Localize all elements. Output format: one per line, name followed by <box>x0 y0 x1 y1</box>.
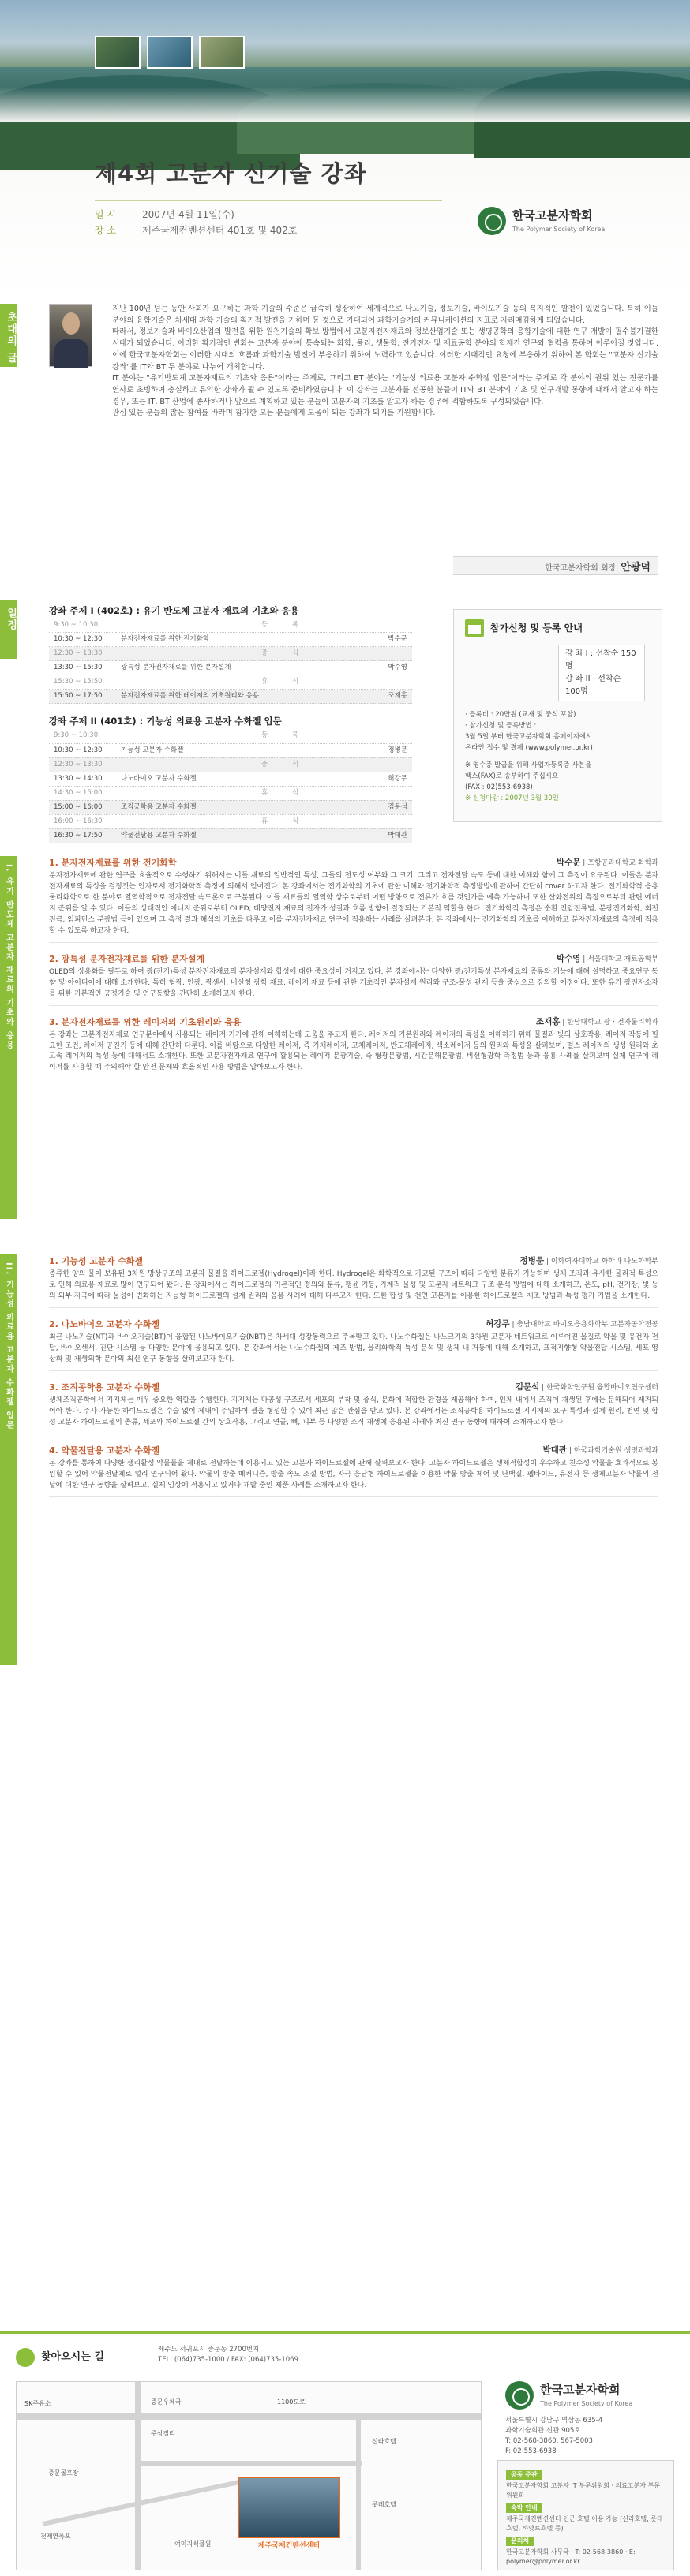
schedule-row <box>49 661 412 675</box>
session-speaker: 박태관 <box>542 1445 568 1455</box>
registration-link[interactable]: 온라인 접수 및 결제 (www.polymer.or.kr) <box>465 744 593 752</box>
schedule-topic: 광특성 분자전자재료를 위한 분자설계 <box>116 661 365 675</box>
track1-detail-section <box>0 856 690 1227</box>
venue-photo <box>238 2477 340 2538</box>
venue-address <box>158 2345 298 2365</box>
session-speaker: 박수영 <box>556 953 581 963</box>
registration-note: 팩스(FAX)로 송부하여 주십시오 <box>465 772 559 780</box>
map-poi: 1100도로 <box>277 2398 306 2406</box>
schedule-time: 9:30 ~ 10:30 <box>49 619 116 633</box>
capacity-box <box>558 645 645 701</box>
track2-detail-tab <box>0 1254 17 1665</box>
schedule-row <box>49 800 412 814</box>
session-abstract: 분자전자재료에 관한 연구를 효율적으로 수행하기 위해서는 이들 재료의 일반적인 특성, 그들의 전도성 여부와 그 크기, 그리고 전자전달 속도 등에 대한 이해와 함께 그 측정이 요구된다. 이들은 분자전자재료의 특성을 결정짓는 인자로서 전기화학적 측정에 의해서 얻어진다. 본 강좌에서는 전기화학의 기초에 관한 이해와 전기화학적 측정방법에 관하여 간단히 cover 하고자 한다. 전기화학적 응용 물리화학으로 한 분야로 열역학적으로 전자전달 속도론으로 구분된다. 이들 재료들의 열역학 상수로부터 어떤 방향으로 전류가 흐를 것인가를 예측 가능하며 또한 산화전위의 측정으로부터 관련 에너지 준위를 알 수 있다. 이들의 상대적인 에너지 준위로부터 OLED, 태양전지 재료의 전자가 성질과 흐름 방향이 결정되는 기본적 역할을 한다. 전기화학적 측정은 순환 전압전류법, 분광전기화학, 회전전극, 임피던스 분광법 등이 있으며 그 측정 결과 해석의 기초를 다루고 이를 분자전자재료 연구에 적용하는 사례를 살펴본다. 본 강좌에서는 전기화학의 기초를 이해하고 분자전자재료의 측정에 적용할 수 있도록 하고자 한다. <box>49 872 658 935</box>
map-poi: 주상절리 <box>151 2430 175 2437</box>
track1-schedule <box>49 619 412 705</box>
session-affiliation: 한국화학연구원 융합바이오연구센터 <box>546 1383 658 1392</box>
program-section <box>0 600 690 839</box>
schedule-speaker: 박태관 <box>365 828 412 843</box>
schedule-break: 휴 식 <box>116 814 412 828</box>
venue-value: 제주국제컨벤션센터 401호 및 402호 <box>142 225 298 236</box>
map-poi: 중문골프장 <box>48 2469 79 2477</box>
map-poi: 신라호텔 <box>372 2438 396 2445</box>
greeting-tab <box>0 304 17 367</box>
schedule-row <box>49 675 412 690</box>
schedule-time: 10:30 ~ 12:30 <box>49 633 116 647</box>
schedule-time: 15:50 ~ 17:50 <box>49 690 116 704</box>
page-title: 제4회 고분자 신기술 강좌 <box>95 160 367 187</box>
track1-detail-tab <box>0 856 17 1219</box>
date-label: 일 시 <box>95 209 116 220</box>
header-banner <box>0 0 690 296</box>
info-text: 한국고분자학회 고분자 IT 부문위원회 · 의료고분자 부문위원회 <box>506 2482 661 2499</box>
capacity-track2: 강 좌 II : 선착순 100명 <box>565 675 621 696</box>
session-title: 1. 기능성 고분자 수화젤 <box>49 1256 143 1266</box>
schedule-row <box>49 743 412 757</box>
session-title: 1. 분자전자재료를 위한 전기화학 <box>49 858 177 868</box>
society-emblem-icon <box>478 207 506 235</box>
registration-item: · 등록비 : 20만원 (교재 및 중식 포함) <box>465 711 576 719</box>
society-name-kr: 한국고분자학회 <box>512 208 593 223</box>
schedule-break: 중 식 <box>116 647 412 661</box>
track1-detail-tab-label: I. 유기 반도체 고분자 재료의 기초와 응용 <box>4 864 13 1051</box>
session-abstract: 생체조직공학에서 지지체는 매우 중요한 역할을 수행한다. 지지체는 다공성 구조로서 세포의 부착 및 증식, 분화에 적합한 환경을 제공해야 하며, 인체 내에서 조직이 재생된 후에는 분해되어 제거되어야 한다. 주사 가능한 하이드로젤은 수술 없이 체내에 주입하여 젤을 형성할 수 있어 최근 많은 관심을 받고 있다. 본 강좌에서는 조직공학용 하이드로젤 지지체의 요구 특성과 설계 원리, 천연 및 합성 고분자 하이드로젤의 종류, 세포와 하이드로젤 간의 상호작용, 그리고 연골, 뼈, 피부 등 다양한 조직 재생에 응용된 사례와 최신 연구 동향에 대하여 소개하고자 한다. <box>49 1396 658 1426</box>
greeting-section <box>0 304 690 592</box>
schedule-time: 15:30 ~ 15:50 <box>49 675 116 690</box>
session-block: 2. 광특성 분자전자재료를 위한 분자설계 박수영 | 서울대학교 재료공학부 OLED의 상용화를 필두로 하여 광(전기)특성 분자전자재료의 분자설계와 합성에 대한 중요성이 커지고 있다. 본 강좌에서는 다양한 광/전기특성 분자재료의 종류와 기능에 대해 설명하고 중요연구 동향 및 아이디어에 대해 소개한다. 특히 형광, 인광, 광센서, 비선형 광학 재료, 레이저 재료 등에 관한 기초적인 분자설계 원리와 구조-물성 관계 등을 중심으로 강의할 예정이다. 또한 유기 광전자소자를 위한 기본적인 공정기술 및 연구동향을 간단히 소개하고자 한다. <box>49 952 658 1006</box>
schedule-speaker: 허강무 <box>365 772 412 786</box>
session-title: 3. 분자전자재료를 위한 레이저의 기초원리와 응용 <box>49 1016 242 1027</box>
session-title: 3. 조직공학용 고분자 수화젤 <box>49 1381 160 1393</box>
schedule-time: 9:30 ~ 10:30 <box>49 729 116 743</box>
president-photo <box>49 304 92 367</box>
session-block: 2. 나노바이오 고분자 수화젤 허강무 | 충남대학교 바이오응용화학부 고분자공학전공 최근 나노기술(NT)과 바이오기술(BT)이 융합된 나노바이오기술(NBT)은 차세대 성장동력으로 주목받고 있다. 나노수화젤은 나노크기의 3차원 고분자 네트워크로 이루어진 물질로 약물 및 유전자 전달, 바이오센서, 진단 시스템 등 다양한 분야에 응용되고 있다. 본 강좌에서는 나노수화젤의 제조 방법, 물리화학적 특성 분석 및 생체 내 거동에 대해 소개하고, 표적지향형 약물전달 시스템, 세포 영상화 및 재생의학 분야의 최신 연구 동향을 살펴보고자 한다. <box>49 1318 658 1371</box>
map-pin-icon <box>16 2348 35 2367</box>
schedule-time: 15:00 ~ 16:00 <box>49 800 116 814</box>
schedule-row <box>49 786 412 800</box>
venue-marker-label: 제주국제컨벤션센터 <box>257 2542 321 2550</box>
schedule-topic: 나노바이오 고분자 수화젤 <box>116 772 365 786</box>
footer-society-logo[interactable] <box>505 2381 632 2410</box>
event-info <box>95 207 297 238</box>
schedule-row <box>49 619 412 633</box>
registration-heading: 참가신청 및 등록 안내 <box>490 622 583 634</box>
session-affiliation: 서울대학교 재료공학부 <box>587 955 658 963</box>
date-value: 2007년 4월 11일(수) <box>142 209 234 220</box>
map-road <box>141 2461 362 2466</box>
society-address <box>505 2416 602 2457</box>
session-title: 2. 나노바이오 고분자 수화젤 <box>49 1318 160 1329</box>
map-poi: 롯데호텔 <box>372 2501 396 2508</box>
info-box <box>497 2460 674 2570</box>
schedule-topic: 조직공학용 고분자 수화젤 <box>116 800 365 814</box>
society-address-line: 서울특별시 강남구 역삼동 635-4 <box>505 2417 603 2425</box>
info-heading: 문의처 <box>506 2537 534 2546</box>
map-road <box>135 2382 141 2570</box>
president-name: 안광덕 <box>621 562 651 574</box>
society-phone: T: 02-568-3860, 567-5003 <box>505 2437 593 2445</box>
header-landscape-photo <box>0 0 690 122</box>
venue-label: 장 소 <box>95 225 116 236</box>
schedule-topic: 분자전자재료를 위한 레이저의 기초원리와 응용 <box>116 690 365 704</box>
session-speaker: 허강무 <box>486 1318 510 1329</box>
schedule-time: 16:00 ~ 16:30 <box>49 814 116 828</box>
schedule-topic: 약물전달용 고분자 수화젤 <box>116 828 365 843</box>
society-emblem-icon <box>505 2381 534 2410</box>
greeting-text <box>112 304 658 420</box>
president-role: 한국고분자학회 회장 <box>545 564 617 573</box>
schedule-row <box>49 772 412 786</box>
session-affiliation: 한남대학교 광ㆍ전자물리학과 <box>567 1018 658 1026</box>
schedule-speaker: 조재홍 <box>365 690 412 704</box>
session-block: 1. 기능성 고분자 수화젤 정병문 | 이화여자대학교 화학과 나노화학부 종류한 양의 물이 보유된 3차원 망상구조의 고분자 물질을 하이드로젤(Hydrogel)이라 한다. Hydrogel은 화학적으로 가교된 구조에 따라 다양한 분류가 가능하며 생체 조직과 유사한 물리적 특성으로 인해 의료용 재료로 많이 연구되어 왔다. 본 강좌에서는 하이드로젤의 기본적인 정의와 분류, 팽윤 거동, 기계적 물성 및 고분자 네트워크 구조 분석 방법에 대해 소개하고, 온도, pH, 전기장, 빛 등의 외부 자극에 따라 물성이 변화하는 지능형 하이드로젤의 설계 원리와 응용 사례에 대해 다루고자 한다. 또한 합성 및 천연 고분자를 이용한 하이드로젤의 제조 방법과 특성 평가 기법을 소개한다. <box>49 1254 658 1308</box>
session-title: 2. 광특성 분자전자재료를 위한 분자설계 <box>49 953 205 964</box>
schedule-topic: 분자전자재료를 위한 전기화학 <box>116 633 365 647</box>
schedule-time: 13:30 ~ 15:30 <box>49 661 116 675</box>
registration-item: · 참가신청 및 등록방법 : <box>465 722 537 730</box>
map-poi: 천제연폭포 <box>40 2533 71 2540</box>
registration-deadline: ※ 신청마감 : 2007년 3월 30일 <box>465 794 559 802</box>
track2-title: 강좌 주제 II (401호) : 기능성 의료용 고분자 수화젤 입문 <box>49 716 282 727</box>
schedule-time: 14:30 ~ 15:00 <box>49 786 116 800</box>
society-name-en: The Polymer Society of Korea <box>540 2400 633 2408</box>
registration-box <box>453 609 662 822</box>
session-affiliation: 포항공과대학교 화학과 <box>587 859 658 867</box>
schedule-row <box>49 633 412 647</box>
society-fax: F: 02-553-6938 <box>505 2447 557 2455</box>
schedule-speaker: 김문석 <box>365 800 412 814</box>
schedule-time: 12:30 ~ 13:30 <box>49 757 116 772</box>
session-title: 4. 약물전달용 고분자 수화젤 <box>49 1445 160 1456</box>
session-block: 4. 약물전달용 고분자 수화젤 박태관 | 한국과학기술원 생명과학과 본 강좌를 통하여 다양한 생리활성 약물들을 체내로 전달하는데 이용되고 있는 고분자 하이드로젤에 관해 살펴보고자 한다. 고분자 하이드로젤은 생체적합성이 우수하고 친수성 약물을 효과적으로 봉입할 수 있어 약물전달체로 널리 연구되어 왔다. 약물의 방출 메커니즘, 방출 속도 조절 방법, 자극 응답형 하이드로젤을 이용한 약물 방출 제어 및 단백질, 펩타이드, 유전자 등 생체고분자 약물의 전달에 대한 연구 동향을 살펴보고, 실제 임상에 적용되고 있거나 개발 중인 제품 사례를 소개하고자 한다. <box>49 1444 658 1497</box>
calendar-icon <box>465 619 484 637</box>
map-poi: 중문우체국 <box>151 2398 182 2406</box>
session-speaker: 박수문 <box>556 858 581 867</box>
session-abstract: 본 강좌는 고분자전자재료 연구분야에서 사용되는 레이저 기기에 관해 이해하는데 도움을 주고자 한다. 레이저의 기본원리와 레이저의 특성을 이해하기 위해 물질과 빛의 상호작용, 레이저 작동에 필요한 조건, 레이저 공진기 등에 대해 간단히 다룬다. 이를 바탕으로 다양한 레이저, 즉 기체레이저, 고체레이저, 반도체레이저, 색소레이저 등의 원리와 특성을 살펴보며, 펄스 레이저의 생성 원리와 초고속 레이저의 특성 등에 대해서도 소개한다. 또한 고분자전자재료 연구에 활용되는 레이저 분광기술, 즉 형광분광법, 시간분해분광법, 비선형광학 측정법 등과 응용 사례를 살펴보며 실제 연구에 레이저를 사용할 때 주의해야 할 안전 문제와 효율적인 사용 방법을 알아보고자 한다. <box>49 1030 658 1072</box>
venue-contact-line: TEL: (064)735-1000 / FAX: (064)735-1069 <box>158 2356 299 2364</box>
schedule-speaker: 정병문 <box>365 743 412 757</box>
track1-sessions <box>49 856 658 1089</box>
schedule-speaker: 박수영 <box>365 661 412 675</box>
session-abstract: 최근 나노기술(NT)과 바이오기술(BT)이 융합된 나노바이오기술(NBT)은 차세대 성장동력으로 주목받고 있다. 나노수화젤은 나노크기의 3차원 고분자 네트워크로 이루어진 물질로 약물 및 유전자 전달, 바이오센서, 진단 시스템 등 다양한 분야에 응용되고 있다. 본 강좌에서는 나노수화젤의 제조 방법, 물리화학적 특성 분석 및 생체 내 거동에 대해 소개하고, 표적지향형 약물전달 시스템, 세포 영상화 및 재생의학 분야의 최신 연구 동향을 살펴보고자 한다. <box>49 1333 658 1363</box>
society-logo[interactable] <box>478 207 605 235</box>
session-abstract: 본 강좌를 통하여 다양한 생리활성 약물들을 체내로 전달하는데 이용되고 있는 고분자 하이드로젤에 관해 살펴보고자 한다. 고분자 하이드로젤은 생체적합성이 우수하고 친수성 약물을 효과적으로 봉입할 수 있어 약물전달체로 널리 연구되어 왔다. 약물의 방출 메커니즘, 방출 속도 조절 방법, 자극 응답형 하이드로젤을 이용한 약물 방출 제어 및 단백질, 펩타이드, 유전자 등 생체고분자 약물의 전달에 대한 연구 동향을 살펴보고, 실제 임상에 적용되고 있거나 개발 중인 제품 사례를 소개하고자 한다. <box>49 1459 658 1490</box>
schedule-time: 16:30 ~ 17:50 <box>49 828 116 843</box>
schedule-time: 13:30 ~ 14:30 <box>49 772 116 786</box>
info-heading: 숙박 안내 <box>506 2503 542 2513</box>
schedule-time: 12:30 ~ 13:30 <box>49 647 116 661</box>
greeting-paragraph: 관심 있는 분들의 많은 참여를 바라며 참가한 모든 분들에게 도움이 되는 강좌가 되기를 기원합니다. <box>112 409 436 418</box>
greeting-paragraph: 따라서, 정보기술과 바이오산업의 발전을 위한 원천기술의 확보 방법에서 고분자전자재료와 정보산업기술 또는 생명공학의 응합기술에 대한 연구 개발이 필수불가결한 시대가 되었습니다. 이러한 획기적인 변화는 고분자 분야에 통속되는 화학, 물리, 생물학, 전기전자 및 재료공학 분야의 학제간 연구와 협력을 통하여 이루어질 것입니다. 이에 한국고분자학회는 이러한 시대의 흐름과 과학기술 발전에 부응하기 위하여 노력하고 있습니다. 이러한 시대적인 요청에 부응하기 위하여 본 학회는 "고분자 신기술 강좌"를 IT와 BT 두 분야로 나누어 개최합니다. <box>112 327 658 372</box>
directions-heading <box>16 2348 104 2367</box>
session-speaker: 정병문 <box>519 1256 545 1266</box>
registration-item: 3월 5일 부터 한국고분자학회 홈페이지에서 <box>465 733 593 741</box>
schedule-break: 등 록 <box>116 619 412 633</box>
society-name-kr: 한국고분자학회 <box>540 2383 621 2398</box>
schedule-break: 휴 식 <box>116 675 412 690</box>
schedule-row <box>49 647 412 661</box>
track2-schedule <box>49 729 412 843</box>
location-map[interactable] <box>16 2381 482 2570</box>
capacity-track1: 강 좌 I : 선착순 150명 <box>565 649 636 671</box>
greeting-tab-label: 초대의 글 <box>5 312 17 365</box>
registration-note: ※ 영수증 발급을 위해 사업자등록증 사본을 <box>465 761 592 769</box>
schedule-break: 중 식 <box>116 757 412 772</box>
map-road <box>17 2413 481 2420</box>
schedule-break: 휴 식 <box>116 786 412 800</box>
info-text: 한국고분자학회 사무국 · T: 02-568-3860 · E: polymer@polymer.or.kr <box>506 2548 636 2565</box>
society-name-en: The Polymer Society of Korea <box>512 226 606 234</box>
track2-sessions <box>49 1254 658 1506</box>
info-heading: 공동 주관 <box>506 2470 542 2480</box>
schedule-row <box>49 828 412 843</box>
program-tab <box>0 600 17 659</box>
session-block: 3. 조직공학용 고분자 수화젤 김문석 | 한국화학연구원 융합바이오연구센터 생체조직공학에서 지지체는 매우 중요한 역할을 수행한다. 지지체는 다공성 구조로서 세포의 부착 및 증식, 분화에 적합한 환경을 제공해야 하며, 인체 내에서 조직이 재생된 후에는 분해되어 제거되어야 한다. 주사 가능한 하이드로젤은 수술 없이 체내에 주입하여 젤을 형성할 수 있어 최근 많은 관심을 받고 있다. 본 강좌에서는 조직공학용 하이드로젤 지지체의 요구 특성과 설계 원리, 천연 및 합성 고분자 하이드로젤의 종류, 세포와 하이드로젤 간의 상호작용, 그리고 연골, 뼈, 피부 등 다양한 조직 재생에 응용된 사례와 최신 연구 동향에 대하여 소개하고자 한다. <box>49 1381 658 1434</box>
map-poi: SK주유소 <box>24 2400 51 2407</box>
schedule-row <box>49 729 412 743</box>
schedule-topic: 기능성 고분자 수화젤 <box>116 743 365 757</box>
session-block: 3. 분자전자재료를 위한 레이저의 기초원리와 응용 조재홍 | 한남대학교 광ㆍ전자물리학과 본 강좌는 고분자전자재료 연구분야에서 사용되는 레이저 기기에 관해 이해하는데 도움을 주고자 한다. 레이저의 기본원리와 레이저의 특성을 이해하기 위해 물질과 빛의 상호작용, 레이저 작동에 필요한 조건, 레이저 공진기 등에 대해 간단히 다룬다. 이를 바탕으로 다양한 레이저, 즉 기체레이저, 고체레이저, 반도체레이저, 색소레이저 등의 원리와 특성을 살펴보며, 펄스 레이저의 생성 원리와 초고속 레이저의 특성 등에 대해서도 소개한다. 또한 고분자전자재료 연구에 활용되는 레이저 분광기술, 즉 형광분광법, 시간분해분광법, 비선형광학 측정법 등과 응용 사례를 살펴보며 실제 연구에 레이저를 사용할 때 주의해야 할 안전 문제와 효율적인 사용 방법을 알아보고자 한다. <box>49 1015 658 1080</box>
program-tab-label: 일정 <box>5 608 17 631</box>
track1-title: 강좌 주제 I (402호) : 유기 반도체 고분자 재료의 기초와 응용 <box>49 605 299 616</box>
schedule-row <box>49 690 412 704</box>
registration-info <box>465 709 651 804</box>
session-abstract: 종류한 양의 물이 보유된 3차원 망상구조의 고분자 물질을 하이드로젤(Hydrogel)이라 한다. Hydrogel은 화학적으로 가교된 구조에 따라 다양한 분류가 가능하며 생체 조직과 유사한 물리적 특성으로 인해 의료용 재료로 많이 연구되어 왔다. 본 강좌에서는 하이드로젤의 기본적인 정의와 분류, 팽윤 거동, 기계적 물성 및 고분자 네트워크 구조 분석 방법에 대해 소개하고, 온도, pH, 전기장, 빛 등의 외부 자극에 따라 물성이 변화하는 지능형 하이드로젤의 설계 원리와 응용 사례에 대해 다루고자 한다. 또한 합성 및 천연 고분자를 이용한 하이드로젤의 제조 방법과 특성 평가 기법을 소개한다. <box>49 1270 658 1300</box>
directions-title: 찾아오시는 길 <box>41 2350 104 2363</box>
info-text: 제주국제컨벤션센터 인근 호텔 이용 가능 (신라호텔, 롯데호텔, 하얏트호텔 등) <box>506 2515 663 2532</box>
venue-address-line: 제주도 서귀포시 중문동 2700번지 <box>158 2346 260 2354</box>
map-road <box>42 2479 244 2526</box>
schedule-speaker: 박수문 <box>365 633 412 647</box>
map-poi: 여미지식물원 <box>174 2540 212 2548</box>
map-road <box>356 2420 361 2570</box>
president-signature <box>453 556 658 575</box>
session-affiliation: 충남대학교 바이오응용화학부 고분자공학전공 <box>516 1320 658 1329</box>
schedule-row <box>49 814 412 828</box>
society-address-line: 과학기술회관 신관 905호 <box>505 2427 581 2435</box>
session-speaker: 조재홍 <box>535 1016 561 1026</box>
track2-detail-section <box>0 1254 690 2312</box>
footer <box>0 2331 690 2576</box>
registration-note: (FAX : 02)553-6938) <box>465 783 533 791</box>
session-affiliation: 이화여자대학교 화학과 나노화학부 <box>550 1258 658 1266</box>
greeting-paragraph: IT 분야는 "유기반도체 고분자재료의 기초와 응용"이라는 주제로, 그리고 BT 분야는 "기능성 의료용 고분자 수화젤 입문"이라는 주제로 각 분야의 권위 있는 전문가를 연사로 초빙하여 충실하고 유익한 강좌가 될 수 있도록 준비하였습니다. 이 강좌는 고분자를 전공한 분들이 IT와 BT 분야의 기초 및 연구개발 동향에 대해서 알고자 하는 경우, 또는 IT, BT 산업에 종사하거나 앞으로 계획하고 있는 분들이 고분자의 기초를 알고자 하는 경우에 적합하도록 구성되었습니다. <box>112 374 658 406</box>
schedule-row <box>49 757 412 772</box>
session-affiliation: 한국과학기술원 생명과학과 <box>573 1446 658 1455</box>
schedule-break: 등 록 <box>116 729 412 743</box>
track2-detail-tab-label: II. 기능성 의료용 고분자 수화젤 입문 <box>4 1262 13 1430</box>
schedule-time: 10:30 ~ 12:30 <box>49 743 116 757</box>
greeting-paragraph: 지난 100년 넘는 동안 사회가 요구하는 과학 기술의 수준은 급속히 성장하여 세계적으로 나노기술, 정보기술, 바이오기술 등의 복지적인 발전이 있었습니다. 특히 이들 분야의 융합기술은 차세대 과학 기술의 획기적 발전을 기하며 동 것으로 기대되어 과학기술계의 커뮤니케이션의 지표로 자리매김하게 되었습니다. <box>112 305 658 325</box>
session-speaker: 김문석 <box>515 1381 540 1392</box>
title-divider <box>95 200 442 201</box>
session-abstract: OLED의 상용화를 필두로 하여 광(전기)특성 분자전자재료의 분자설계와 합성에 대한 중요성이 커지고 있다. 본 강좌에서는 다양한 광/전기특성 분자재료의 종류와 기능에 대해 설명하고 중요연구 동향 및 아이디어에 대해 소개한다. 특히 형광, 인광, 광센서, 비선형 광학 재료, 레이저 재료 등에 관한 기초적인 분자설계 원리와 구조-물성 관계 등을 중심으로 강의할 예정이다. 또한 유기 광전자소자를 위한 기본적인 공정기술 및 연구동향을 간단히 소개하고자 한다. <box>49 967 658 998</box>
session-block: 1. 분자전자재료를 위한 전기화학 박수문 | 포항공과대학교 화학과 분자전자재료에 관한 연구를 효율적으로 수행하기 위해서는 이들 재료의 일반적인 특성, 그들의 전도성 여부와 그 크기, 그리고 전자전달 속도 등에 대한 이해와 함께 그 측정이 요구된다. 이들은 분자전자재료의 특성을 결정짓는 인자로서 전기화학적 측정에 의해서 얻어진다. 본 강좌에서는 전기화학의 기초에 관한 이해와 전기화학적 측정방법에 관하여 간단히 cover 하고자 한다. 전기화학적 응용 물리화학으로 한 분야로 열역학적으로 전자전달 속도론으로 구분된다. 이들 재료들의 열역학 상수로부터 어떤 방향으로 전류가 흐를 것인가를 예측 가능하며 또한 산화전위의 측정으로부터 관련 에너지 준위를 알 수 있다. 이들의 상대적인 에너지 준위로부터 OLED, 태양전지 재료의 전자가 성질과 흐름 방향이 결정되는 기본적 역할을 한다. 전기화학적 측정은 순환 전압전류법, 분광전기화학, 회전전극, 임피던스 분광법 등이 있으며 그 측정 결과 해석의 기초를 다루고 이를 분자전자재료 연구에 적용하는 사례를 살펴본다. 본 강좌에서는 전기화학의 기초를 이해하고 분자전자재료의 측정에 적용할 수 있도록 하고자 한다. <box>49 856 658 943</box>
